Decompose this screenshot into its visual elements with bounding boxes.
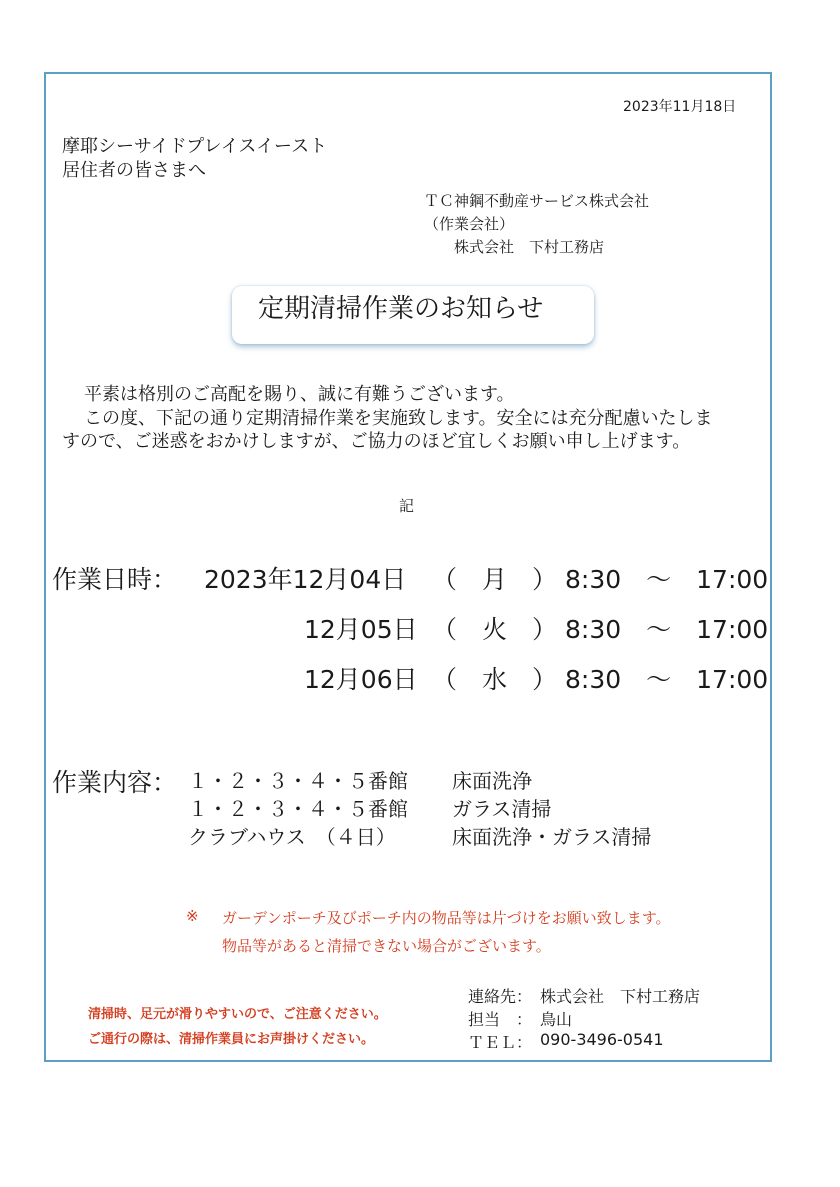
schedule-time: 8:30 ～ 17:00 xyxy=(565,615,769,644)
contact-person-label: 担当 ： xyxy=(468,1010,533,1029)
sender-company: ＴＣ神鋼不動産サービス株式会社 xyxy=(424,192,650,210)
schedule-time: 8:30 ～ 17:00 xyxy=(565,565,769,594)
page-title: 定期清掃作業のお知らせ xyxy=(258,294,544,324)
addressee-residents: 居住者の皆さまへ xyxy=(62,160,206,181)
caution-line-2: ご通行の際は、清掃作業員にお声掛けください。 xyxy=(88,1032,375,1047)
work-target: クラブハウス （４日） xyxy=(188,825,396,849)
sender-contractor: 株式会社 下村工務店 xyxy=(454,238,605,256)
notice-line-1: ガーデンポーチ及びポーチ内の物品等は片づけをお願い致します。 xyxy=(222,909,671,927)
schedule-time: 8:30 ～ 17:00 xyxy=(565,665,769,694)
work-label: 作業内容： xyxy=(52,768,178,797)
contact-label: 連絡先： xyxy=(468,987,533,1006)
greeting-line: 平素は格別のご高配を賜り、誠に有難うございます。 xyxy=(84,384,515,405)
schedule-day: （ 火 ） xyxy=(432,615,558,644)
sender-role: （作業会社） xyxy=(424,215,515,233)
schedule-date: 12月05日 xyxy=(304,615,418,644)
work-task: 床面洗浄・ガラス清掃 xyxy=(452,825,652,849)
schedule-date: 12月06日 xyxy=(304,665,418,694)
schedule-label: 作業日時： xyxy=(52,565,178,594)
contact-tel-label: ＴＥＬ： xyxy=(468,1033,533,1052)
schedule-day: （ 水 ） xyxy=(432,665,558,694)
issue-date: 2023年11月18日 xyxy=(623,99,737,115)
contact-tel: 090-3496-0541 xyxy=(540,1030,664,1049)
schedule-day: （ 月 ） xyxy=(432,565,558,594)
work-task: 床面洗浄 xyxy=(452,769,532,793)
ki-heading: 記 xyxy=(399,497,415,515)
work-target: １・２・３・４・５番館 xyxy=(188,769,408,793)
schedule-date: 2023年12月04日 xyxy=(204,565,407,594)
work-target: １・２・３・４・５番館 xyxy=(188,797,408,821)
addressee-building: 摩耶シーサイドプレイスイースト xyxy=(62,136,328,157)
body-line-1: この度、下記の通り定期清掃作業を実施致します。安全には充分配慮いたしま xyxy=(84,408,713,429)
notice-mark: ※ xyxy=(186,907,199,925)
contact-company: 株式会社 下村工務店 xyxy=(540,987,701,1006)
work-task: ガラス清掃 xyxy=(452,797,552,821)
body-line-2: すので、ご迷惑をおかけしますが、ご協力のほど宜しくお願い申し上げます。 xyxy=(62,431,691,452)
caution-line-1: 清掃時、足元が滑りやすいので、ご注意ください。 xyxy=(88,1007,387,1022)
contact-person: 鳥山 xyxy=(540,1010,573,1029)
notice-line-2: 物品等があると清掃できない場合がございます。 xyxy=(222,937,551,955)
